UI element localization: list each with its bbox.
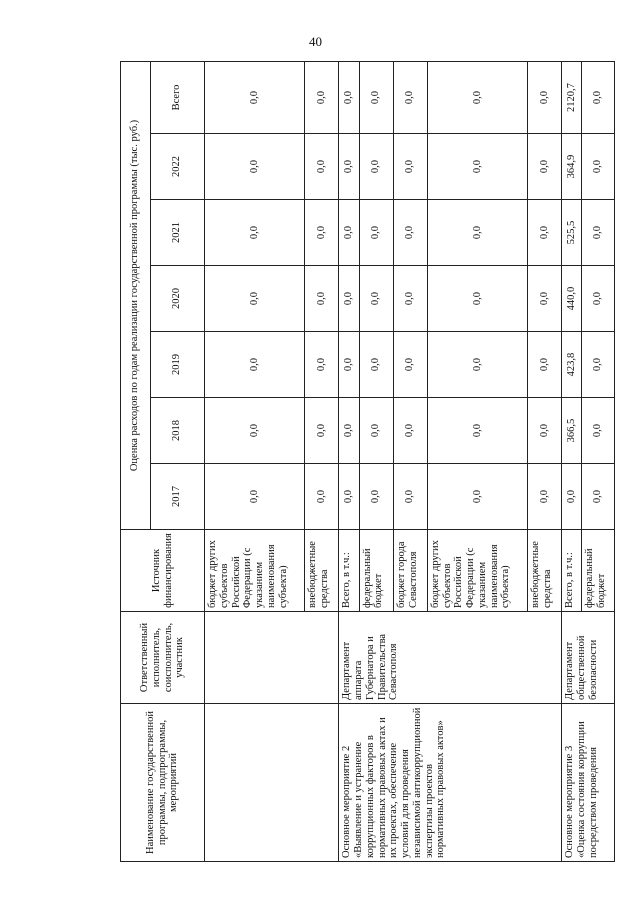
- value-cell: 0,0: [339, 332, 359, 398]
- source-cell: внебюджетные средства: [527, 530, 561, 612]
- value-cell: 0,0: [527, 398, 561, 464]
- value-cell: 0,0: [339, 464, 359, 530]
- header-estimate: Оценка расходов по годам реализации государственной программы (тыс. руб.): [121, 61, 151, 529]
- value-cell: 0,0: [339, 266, 359, 332]
- value-cell: 0,0: [339, 61, 359, 133]
- source-cell: бюджет города Севастополя: [393, 530, 427, 612]
- table-row: [339, 61, 359, 861]
- header-total: Всего: [150, 61, 205, 133]
- source-cell: Всего, в т.ч.:: [562, 530, 582, 612]
- value-cell: 0,0: [527, 134, 561, 200]
- source-cell: бюджет других субъектов Российской Федерации (с указанием наименования субъекта): [427, 530, 527, 612]
- header-year: 2020: [150, 266, 205, 332]
- value-cell: 0,0: [339, 200, 359, 266]
- page-number: 40: [309, 34, 322, 49]
- header-year: 2022: [150, 134, 205, 200]
- value-cell: 0,0: [305, 464, 339, 530]
- value-cell: 0,0: [393, 266, 427, 332]
- value-cell: 0,0: [359, 332, 393, 398]
- name-cell-empty: [205, 704, 339, 862]
- table-row: [562, 61, 582, 861]
- header-year: 2021: [150, 200, 205, 266]
- value-cell: 0,0: [205, 61, 305, 133]
- value-cell: 0,0: [427, 332, 527, 398]
- value-cell: 0,0: [527, 332, 561, 398]
- value-cell: 0,0: [427, 200, 527, 266]
- value-cell: 0,0: [305, 266, 339, 332]
- value-cell: 0,0: [305, 61, 339, 133]
- value-cell: 0,0: [205, 332, 305, 398]
- table-row: [205, 61, 305, 861]
- value-cell: 0,0: [582, 398, 615, 464]
- value-cell: 0,0: [582, 61, 615, 133]
- value-cell: 0,0: [205, 134, 305, 200]
- rotated-table-wrapper: [120, 62, 615, 862]
- value-cell: 0,0: [582, 200, 615, 266]
- value-cell: 0,0: [205, 266, 305, 332]
- header-year: 2017: [150, 464, 205, 530]
- value-cell: 0,0: [527, 61, 561, 133]
- value-cell: 0,0: [359, 134, 393, 200]
- value-cell: 0,0: [582, 332, 615, 398]
- header-source: Источник финансирования: [121, 530, 205, 612]
- header-row-1: [121, 61, 151, 861]
- value-cell: 0,0: [339, 134, 359, 200]
- value-cell: 0,0: [393, 200, 427, 266]
- value-cell: 0,0: [427, 134, 527, 200]
- value-cell: 0,0: [427, 464, 527, 530]
- activity-responsible: Департамент общественной безопасности: [562, 612, 615, 704]
- value-cell: 0,0: [305, 332, 339, 398]
- header-name: Наименование государственной программы, подпрограммы, мероприятий: [121, 704, 205, 862]
- value-cell: 364,9: [562, 134, 582, 200]
- value-cell: 0,0: [393, 61, 427, 133]
- value-cell: 0,0: [359, 200, 393, 266]
- header-year: 2019: [150, 332, 205, 398]
- source-cell: федеральный бюджет: [359, 530, 393, 612]
- value-cell: 0,0: [305, 200, 339, 266]
- value-cell: 0,0: [582, 464, 615, 530]
- value-cell: 0,0: [527, 200, 561, 266]
- value-cell: 0,0: [205, 398, 305, 464]
- value-cell: 423,8: [562, 332, 582, 398]
- value-cell: 2120,7: [562, 61, 582, 133]
- value-cell: 0,0: [393, 134, 427, 200]
- source-cell: внебюджетные средства: [305, 530, 339, 612]
- value-cell: 0,0: [359, 266, 393, 332]
- source-cell: бюджет других субъектов Российской Федерации (с указанием наименования субъекта): [205, 530, 305, 612]
- value-cell: 0,0: [562, 464, 582, 530]
- value-cell: 0,0: [305, 134, 339, 200]
- value-cell: 0,0: [359, 398, 393, 464]
- value-cell: 0,0: [527, 464, 561, 530]
- value-cell: 0,0: [339, 398, 359, 464]
- source-cell: Всего, в т.ч.:: [339, 530, 359, 612]
- value-cell: 0,0: [393, 398, 427, 464]
- value-cell: 440,0: [562, 266, 582, 332]
- header-responsible: Ответственный исполнитель, соисполнитель, участник: [121, 612, 205, 704]
- source-cell: федеральный бюджет: [582, 530, 615, 612]
- value-cell: 0,0: [427, 61, 527, 133]
- value-cell: 0,0: [305, 398, 339, 464]
- value-cell: 0,0: [359, 61, 393, 133]
- value-cell: 366,5: [562, 398, 582, 464]
- value-cell: 0,0: [582, 266, 615, 332]
- value-cell: 0,0: [359, 464, 393, 530]
- budget-table: [120, 61, 615, 862]
- value-cell: 525,5: [562, 200, 582, 266]
- header-year: 2018: [150, 398, 205, 464]
- value-cell: 0,0: [427, 398, 527, 464]
- value-cell: 0,0: [582, 134, 615, 200]
- value-cell: 0,0: [427, 266, 527, 332]
- value-cell: 0,0: [205, 200, 305, 266]
- value-cell: 0,0: [393, 464, 427, 530]
- value-cell: 0,0: [205, 464, 305, 530]
- value-cell: 0,0: [393, 332, 427, 398]
- activity-name: Основное мероприятие 3 «Оценка состояния коррупции посредством проведения: [562, 704, 615, 862]
- responsible-cell-empty: [205, 612, 339, 704]
- activity-responsible: Департамент аппарата Губернатора и Правительства Севастополя: [339, 612, 562, 704]
- activity-name: Основное мероприятие 2 «Выявление и устранение коррупционных факторов в нормативных правовых актах и их проектах, обеспечение условий для проведения независимой антикоррупционной экспертизы проектов нормативных правовых актов»: [339, 704, 562, 862]
- value-cell: 0,0: [527, 266, 561, 332]
